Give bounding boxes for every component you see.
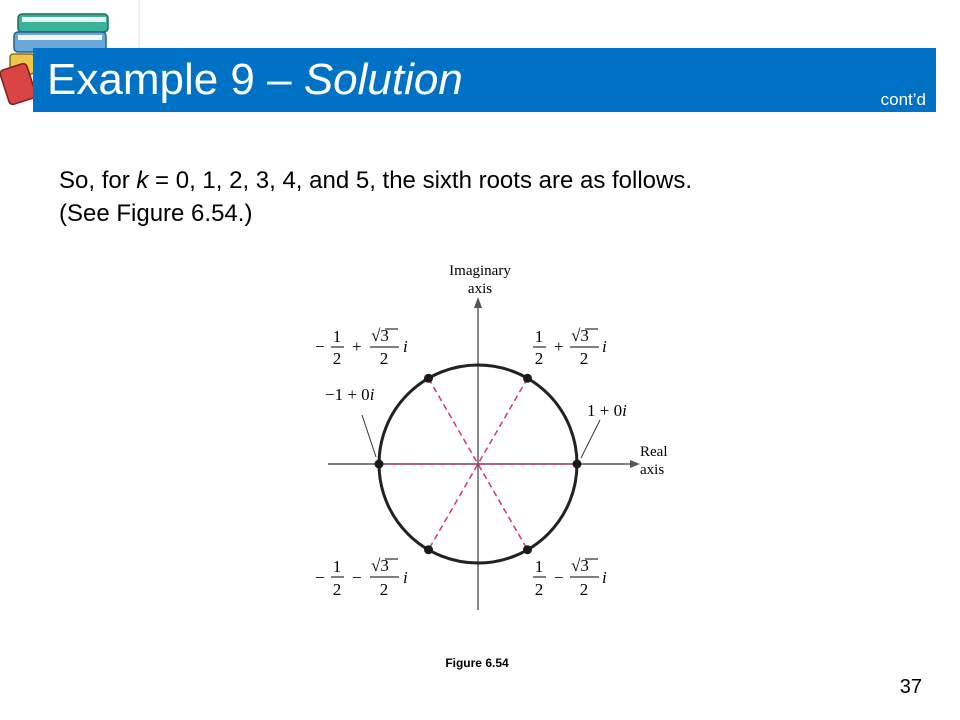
svg-text:2: 2 <box>379 349 389 368</box>
svg-text:2: 2 <box>379 580 389 599</box>
root-point-5 <box>523 545 532 554</box>
svg-text:i: i <box>602 568 607 587</box>
svg-text:2: 2 <box>534 349 544 368</box>
body-line-1-pre: So, for <box>59 167 137 194</box>
svg-text:1: 1 <box>534 327 544 346</box>
slide-title <box>47 54 463 106</box>
root-point-1 <box>523 374 532 383</box>
root-label-3: −1 + 0i <box>325 385 375 404</box>
real-axis-label-1: Real <box>640 444 668 460</box>
root-point-4 <box>424 545 433 554</box>
real-axis-label-2: axis <box>640 462 665 478</box>
svg-text:i: i <box>602 337 607 356</box>
root-label-4 <box>315 556 408 599</box>
svg-text:2: 2 <box>332 349 342 368</box>
continued-label: cont’d <box>880 90 926 109</box>
svg-text:i: i <box>403 568 408 587</box>
svg-text:√3: √3 <box>571 326 589 345</box>
title-emphasis: Solution <box>303 55 463 104</box>
svg-text:+: + <box>352 337 362 356</box>
figure-caption-text: Figure 6.54 <box>445 656 509 670</box>
imag-axis-label-2: axis <box>467 281 493 297</box>
root-point-2 <box>424 374 433 383</box>
svg-text:√3: √3 <box>371 326 389 345</box>
body-text <box>59 164 939 230</box>
figure-caption <box>0 656 960 670</box>
title-bar <box>33 48 936 112</box>
svg-text:1: 1 <box>332 557 342 576</box>
page-number: 37 <box>899 676 922 698</box>
root-label-1 <box>533 326 607 368</box>
leader-line-root-3 <box>362 415 376 457</box>
root-label-5 <box>533 556 607 599</box>
svg-text:2: 2 <box>534 580 544 599</box>
svg-text:i: i <box>403 337 408 356</box>
body-line-2: (See Figure 6.54.) <box>59 200 253 227</box>
svg-text:−: − <box>352 568 362 587</box>
svg-text:+: + <box>554 337 564 356</box>
root-label-0: 1 + 0i <box>587 401 627 420</box>
svg-text:2: 2 <box>579 580 589 599</box>
svg-text:√3: √3 <box>371 556 389 575</box>
real-axis-arrow <box>630 460 640 468</box>
svg-text:−: − <box>315 568 325 587</box>
svg-text:2: 2 <box>332 580 342 599</box>
svg-text:−: − <box>554 568 564 587</box>
leader-line-root-0 <box>581 420 600 458</box>
body-variable: k <box>136 167 149 194</box>
body-line-1 <box>59 164 939 197</box>
root-point-0 <box>573 460 582 469</box>
svg-text:1: 1 <box>534 557 544 576</box>
body-line-1-post: = 0, 1, 2, 3, 4, and 5, the sixth roots are as follows. <box>148 167 693 194</box>
imaginary-axis-arrow <box>474 297 482 308</box>
title-main: Example 9 – <box>47 55 304 104</box>
imag-axis-label-1: Imaginary <box>449 263 511 279</box>
root-label-2 <box>315 326 408 368</box>
svg-text:2: 2 <box>579 349 589 368</box>
svg-text:√3: √3 <box>571 556 589 575</box>
svg-text:1: 1 <box>332 327 342 346</box>
svg-text:−: − <box>315 337 325 356</box>
roots-figure <box>310 250 690 620</box>
root-point-3 <box>375 460 384 469</box>
